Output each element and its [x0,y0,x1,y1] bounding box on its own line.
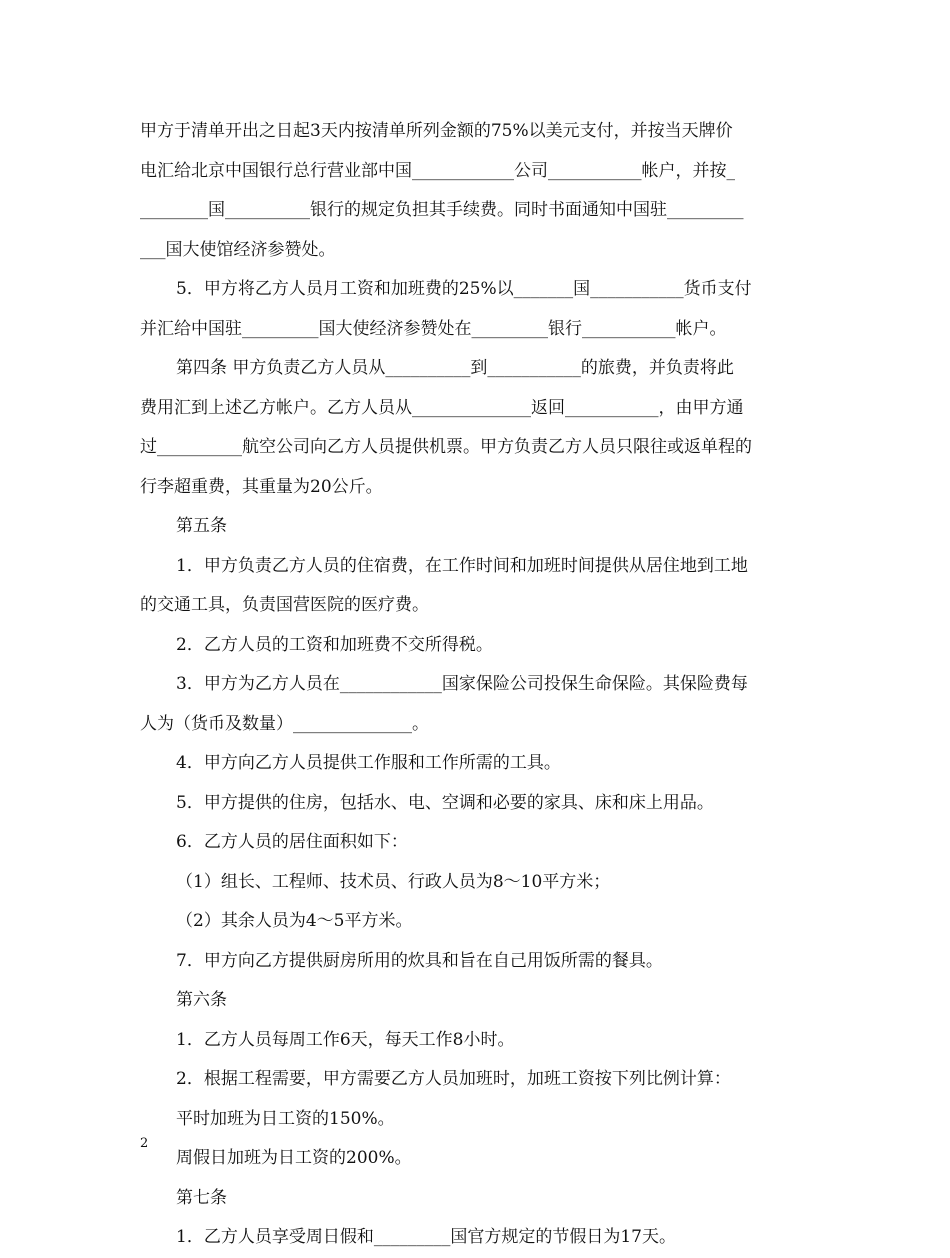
text-line: （1）组长、工程师、技术员、行政人员为8～10平方米； [176,871,611,892]
text-line: 2．乙方人员的工资和加班费不交所得税。 [176,634,493,655]
text-line: 6．乙方人员的居住面积如下： [176,832,408,852]
article-6-heading: 第六条 [176,990,227,1010]
text-line: 1．乙方人员享受周日假和_________国官方规定的节假日为17天。 [176,1227,676,1247]
page-number: 2 [140,1136,149,1151]
text-line: 行李超重费，其重量为20公斤。 [140,476,383,497]
text-line: 3．甲方为乙方人员在____________国家保险公司投保生命保险。其保险费每 [176,674,748,694]
text-line: 并汇给中国驻_________国大使经济参赞处在_________银行___________帐户。 [140,318,727,339]
text-line: 的交通工具，负责国营医院的医疗费。 [140,595,429,615]
text-line: 平时加班为日工资的150%。 [176,1108,395,1129]
text-line: 5．甲方提供的住房，包括水、电、空调和必要的家具、床和床上用品。 [176,792,714,813]
article-7-heading: 第七条 [176,1187,227,1208]
text-line: 甲方于清单开出之日起3天内按清单所列金额的75%以美元支付，并按当天牌价 [140,121,733,141]
text-line: ________国__________银行的规定负担其手续费。同时书面通知中国驻_________ [140,200,744,220]
text-line: 5．甲方将乙方人员月工资和加班费的25%以_______国___________货币支付 [176,279,752,299]
text-line: （2）其余人员为4～5平方米。 [176,911,413,931]
text-line: 4．甲方向乙方人员提供工作服和工作所需的工具。 [176,753,561,773]
article-4-heading-line: 第四条 甲方负责乙方人员从__________到___________的旅费，并负责将此 [176,358,734,378]
text-line: 电汇给北京中国银行总行营业部中国____________公司___________帐户，并按_ [140,160,735,181]
text-line: 过__________航空公司向乙方人员提供机票。甲方负责乙方人员只限往或返单程的 [140,437,752,457]
text-line: 1．乙方人员每周工作6天，每天工作8小时。 [176,1029,515,1050]
text-line: 周假日加班为日工资的200%。 [176,1148,412,1168]
text-line: 7．甲方向乙方提供厨房所用的炊具和旨在自己用饭所需的餐具。 [176,950,663,971]
text-line: 1．甲方负责乙方人员的住宿费，在工作时间和加班时间提供从居住地到工地 [176,555,748,576]
article-5-heading: 第五条 [176,516,227,536]
text-line: 人为（货币及数量）______________。 [140,713,429,734]
text-line: ___国大使馆经济参赞处。 [140,239,336,260]
text-line: 2．根据工程需要，甲方需要乙方人员加班时，加班工资按下列比例计算： [176,1069,731,1089]
text-line: 费用汇到上述乙方帐户。乙方人员从______________返回___________，由甲方通 [140,397,744,418]
document-body [140,112,812,1258]
